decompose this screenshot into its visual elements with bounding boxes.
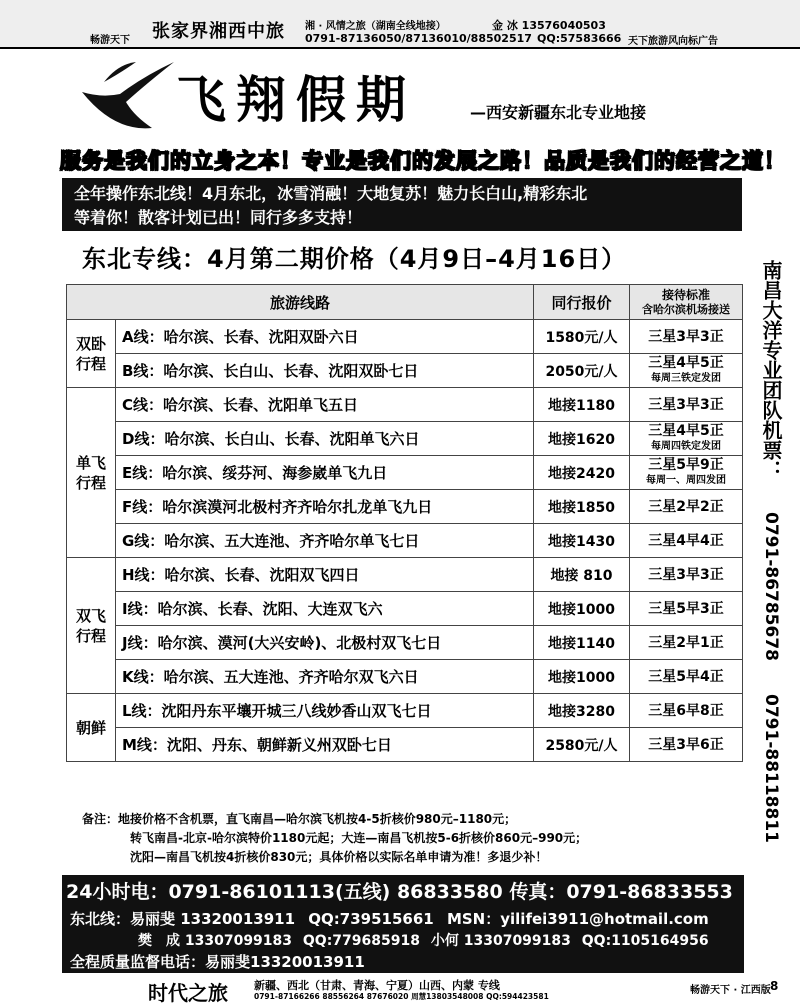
standard-text: 三星3早3正 bbox=[648, 328, 724, 345]
route-standard bbox=[630, 694, 743, 728]
standard-text: 三星5早3正 bbox=[648, 600, 724, 617]
route-price: 1580元/人 bbox=[534, 320, 630, 354]
promo-banner bbox=[62, 178, 742, 231]
standard-text: 三星2早2正 bbox=[648, 498, 724, 515]
standard-text: 三星4早5正 bbox=[648, 354, 724, 371]
header-standard-label: 接待标准 bbox=[661, 287, 710, 302]
route-price: 2580元/人 bbox=[534, 728, 630, 762]
sidebar-phone-2: 0791-88118811 bbox=[761, 693, 781, 843]
table-row bbox=[67, 456, 743, 490]
route-name: F线：哈尔滨漠河北极村齐齐哈尔扎龙单飞九日 bbox=[116, 490, 534, 524]
route-name: H线：哈尔滨、长春、沈阳双飞四日 bbox=[116, 558, 534, 592]
category-label: 行程 bbox=[75, 626, 106, 645]
departure-note: 每周三铁定发团 bbox=[651, 372, 721, 384]
route-price: 地接1180 bbox=[534, 388, 630, 422]
standard-text: 三星3早3正 bbox=[648, 396, 724, 413]
route-price: 2050元/人 bbox=[534, 354, 630, 388]
route-standard bbox=[630, 422, 743, 456]
route-name: J线：哈尔滨、漠河(大兴安岭)、北极村双飞七日 bbox=[116, 626, 534, 660]
table-row bbox=[67, 626, 743, 660]
banner-line-2: 等着你！散客计划已出！同行多多支持！ bbox=[74, 208, 363, 227]
page-title: 东北专线：4月第二期价格（4月9日–4月16日） bbox=[82, 245, 627, 273]
route-standard bbox=[630, 388, 743, 422]
contact-qq-1: QQ:739515661 bbox=[308, 910, 434, 928]
standard-text: 三星4早4正 bbox=[648, 532, 724, 549]
top-ad-bar bbox=[0, 0, 800, 49]
route-standard bbox=[630, 456, 743, 490]
manager-contact: 金 冰 13576040503 bbox=[492, 19, 606, 32]
standard-text: 三星3早6正 bbox=[648, 736, 724, 753]
footer-magazine: 畅游天下 · 江西版 bbox=[690, 985, 771, 996]
contact-qq-2: QQ:779685918 bbox=[302, 933, 420, 949]
route-name: A线：哈尔滨、长春、沈阳双卧六日 bbox=[116, 320, 534, 354]
category-label: 双飞 bbox=[75, 606, 106, 625]
table-row bbox=[67, 558, 743, 592]
table-row bbox=[67, 728, 743, 762]
footer-brand: 时代之旅 bbox=[148, 981, 228, 1005]
table-row bbox=[67, 354, 743, 388]
agency-qq: QQ:57583666 bbox=[537, 32, 622, 45]
route-price: 地接1140 bbox=[534, 626, 630, 660]
standard-text: 三星5早9正 bbox=[648, 456, 724, 473]
route-name: M线：沈阳、丹东、朝鲜新义州双卧七日 bbox=[116, 728, 534, 762]
note-line-3: 沈阳—南昌飞机按4折核价830元；具体价格以实际名单申请为准！多退少补！ bbox=[130, 850, 548, 864]
table-header-row bbox=[67, 285, 743, 320]
sidebar-ticket-ad bbox=[758, 248, 794, 854]
table-row bbox=[67, 694, 743, 728]
route-price: 地接1850 bbox=[534, 490, 630, 524]
contact-qq-3: QQ:1105164956 bbox=[581, 933, 709, 949]
note-line-2: 转飞南昌-北京-哈尔滨特价1180元起；大连—南昌飞机按5-6折核价860元–990元； bbox=[130, 831, 588, 845]
category-label: 行程 bbox=[75, 473, 106, 492]
route-category bbox=[67, 694, 116, 762]
hotline: 24小时电：0791-86101113(五线) 86833580 传真：0791-86833553 bbox=[66, 881, 733, 903]
route-standard bbox=[630, 592, 743, 626]
table-row bbox=[67, 320, 743, 354]
category-label: 朝鲜 bbox=[75, 718, 106, 737]
route-price: 地接3280 bbox=[534, 694, 630, 728]
route-name: I线：哈尔滨、长春、沈阳、大连双飞六 bbox=[116, 592, 534, 626]
header-route: 旅游线路 bbox=[67, 285, 534, 320]
price-table bbox=[66, 284, 743, 762]
route-name: B线：哈尔滨、长白山、长春、沈阳双卧七日 bbox=[116, 354, 534, 388]
agency-name: 张家界湘西中旅 bbox=[152, 21, 285, 42]
footer bbox=[0, 973, 800, 1003]
standard-text: 三星5早4正 bbox=[648, 668, 724, 685]
contact-msn: MSN：yilifei3911@hotmail.com bbox=[446, 910, 709, 928]
route-standard bbox=[630, 728, 743, 762]
table-row bbox=[67, 422, 743, 456]
footer-routes: 新疆、西北（甘肃、青海、宁夏）山西、内蒙 专线 bbox=[254, 979, 500, 992]
table-row bbox=[67, 592, 743, 626]
route-price: 地接 810 bbox=[534, 558, 630, 592]
brand-subtitle: —西安新疆东北专业地接 bbox=[470, 103, 647, 122]
standard-text: 三星3早3正 bbox=[648, 566, 724, 583]
footer-phones: 0791-87166266 88556264 87676020 周慧13803548008 QQ:594423581 bbox=[254, 992, 549, 1001]
page-number: 8 bbox=[770, 979, 779, 993]
notes bbox=[82, 810, 742, 867]
category-label: 单飞 bbox=[75, 453, 106, 472]
quality-hotline: 全程质量监督电话：易丽斐13320013911 bbox=[70, 953, 365, 971]
route-name: C线：哈尔滨、长春、沈阳单飞五日 bbox=[116, 388, 534, 422]
brand-title: 飞翔假期 bbox=[176, 70, 416, 129]
header-standard-sub: 含哈尔滨机场接送 bbox=[642, 302, 730, 316]
departure-note: 每周一、周四发团 bbox=[646, 474, 726, 486]
route-standard bbox=[630, 354, 743, 388]
standard-text: 三星4早5正 bbox=[648, 422, 724, 439]
route-category bbox=[67, 558, 116, 694]
contact-name-1: 易丽斐 13320013911 bbox=[130, 910, 296, 928]
route-category bbox=[67, 388, 116, 558]
route-name: D线：哈尔滨、长白山、长春、沈阳单飞六日 bbox=[116, 422, 534, 456]
header-standard bbox=[630, 285, 743, 320]
agency-tagline: 湘 · 风情之旅（湖南全线地接） bbox=[305, 21, 446, 32]
standard-text: 三星6早8正 bbox=[648, 702, 724, 719]
banner-line-1: 全年操作东北线！4月东北，冰雪消融！大地复苏！魅力长白山,精彩东北 bbox=[74, 184, 588, 203]
sidebar-phone-1: 0791-86785678 bbox=[761, 511, 781, 661]
route-standard bbox=[630, 626, 743, 660]
contact-line-3 bbox=[138, 930, 709, 950]
header-price: 同行报价 bbox=[534, 285, 630, 320]
route-price: 地接1620 bbox=[534, 422, 630, 456]
contact-block bbox=[62, 875, 744, 973]
table-row bbox=[67, 524, 743, 558]
route-name: K线：哈尔滨、五大连池、齐齐哈尔双飞六日 bbox=[116, 660, 534, 694]
ad-label: 天下旅游风向标广告 bbox=[628, 36, 718, 47]
contact-name-3: 小何 13307099183 bbox=[430, 933, 571, 949]
route-name: L线：沈阳丹东平壤开城三八线妙香山双飞七日 bbox=[116, 694, 534, 728]
slogan: 服务是我们的立身之本！专业是我们的发展之路！品质是我们的经营之道！ bbox=[60, 149, 786, 173]
route-name: E线：哈尔滨、绥芬河、海参崴单飞九日 bbox=[116, 456, 534, 490]
category-label: 行程 bbox=[75, 354, 106, 373]
route-category bbox=[67, 320, 116, 388]
route-standard bbox=[630, 320, 743, 354]
route-standard bbox=[630, 490, 743, 524]
notes-label: 备注： bbox=[82, 812, 119, 826]
table-row bbox=[67, 388, 743, 422]
route-standard bbox=[630, 558, 743, 592]
swallow-logo-icon bbox=[74, 54, 184, 144]
agency-phones: 0791-87136050/87136010/88502517 bbox=[305, 32, 532, 45]
magazine-name: 畅游天下 bbox=[90, 35, 130, 46]
route-standard bbox=[630, 524, 743, 558]
route-label: 东北线： bbox=[70, 910, 131, 928]
note-line-1: 地接价格不含机票，直飞南昌—哈尔滨飞机按4-5折核价980元–1180元； bbox=[118, 812, 517, 826]
table-row bbox=[67, 660, 743, 694]
route-name: G线：哈尔滨、五大连池、齐齐哈尔单飞七日 bbox=[116, 524, 534, 558]
sidebar-label: 南昌大洋专业团队机票： bbox=[759, 260, 783, 480]
standard-text: 三星2早1正 bbox=[648, 634, 724, 651]
route-standard bbox=[630, 660, 743, 694]
contact-name-2: 樊 成 13307099183 bbox=[138, 933, 293, 949]
route-price: 地接1430 bbox=[534, 524, 630, 558]
category-label: 双卧 bbox=[75, 334, 106, 353]
route-price: 地接1000 bbox=[534, 660, 630, 694]
route-price: 地接1000 bbox=[534, 592, 630, 626]
route-price: 地接2420 bbox=[534, 456, 630, 490]
table-row bbox=[67, 490, 743, 524]
contact-line-2 bbox=[70, 908, 709, 929]
departure-note: 每周四铁定发团 bbox=[651, 440, 721, 452]
